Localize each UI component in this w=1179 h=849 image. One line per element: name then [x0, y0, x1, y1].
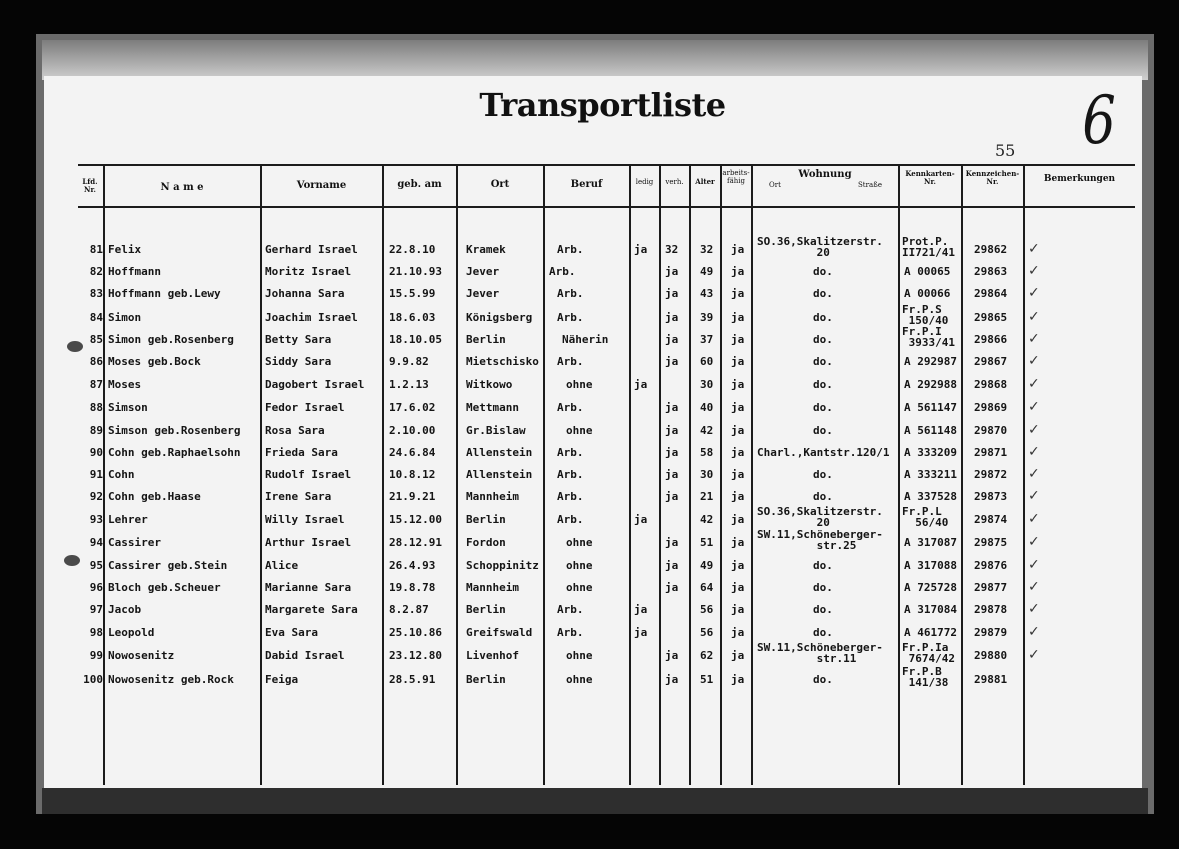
- cell-kennzeichen: 29862: [974, 243, 1008, 256]
- cell-arbeit: ja: [731, 333, 745, 346]
- cell-nr: 97: [89, 603, 103, 616]
- cell-arbeit: ja: [731, 536, 745, 549]
- cell-name: Lehrer: [108, 513, 148, 526]
- cell-kennkarte: Fr.P.S 150/40: [902, 303, 949, 327]
- header-kennkarten: Kennkarten- Nr.: [905, 169, 955, 186]
- cell-check: ✓: [1028, 534, 1040, 550]
- cell-vorname: Margarete Sara: [265, 603, 358, 616]
- header-ledig: ledig: [635, 178, 654, 186]
- cell-check: ✓: [1028, 353, 1040, 369]
- cell-geb: 18.6.03: [389, 311, 436, 324]
- cell-geb: 10.8.12: [389, 468, 436, 481]
- cell-name: Cassirer geb.Stein: [108, 559, 228, 572]
- cell-verh: ja: [665, 559, 679, 572]
- cell-arbeit: ja: [731, 243, 745, 256]
- cell-kennkarte: A 00065: [904, 265, 951, 278]
- cell-check: ✓: [1028, 557, 1040, 573]
- cell-geb: 2.10.00: [389, 424, 436, 437]
- cell-wohnung: do.: [813, 424, 833, 437]
- cell-verh: ja: [665, 446, 679, 459]
- cell-alter: 64: [700, 581, 714, 594]
- cell-wohnung: SW.11,Schöneberger- str.11: [757, 641, 883, 665]
- header-nr: Lfd. Nr.: [82, 177, 98, 194]
- cell-beruf: Arb.: [557, 311, 584, 324]
- header-vorname: Vorname: [296, 180, 347, 191]
- cell-vorname: Alice: [265, 559, 299, 572]
- cell-check: ✓: [1028, 647, 1040, 663]
- cell-name: Cassirer: [108, 536, 161, 549]
- cell-arbeit: ja: [731, 401, 745, 414]
- cell-arbeit: ja: [731, 287, 745, 300]
- cell-check: ✓: [1028, 399, 1040, 415]
- cell-name: Moses: [108, 378, 142, 391]
- header-alter: Alter: [695, 177, 715, 186]
- cell-ort: Greifswald: [466, 626, 533, 639]
- cell-wohnung: do.: [813, 626, 833, 639]
- cell-check: ✓: [1028, 285, 1040, 301]
- cell-name: Simon: [108, 311, 142, 324]
- film-frame-bottom: [42, 788, 1148, 814]
- cell-alter: 49: [700, 559, 714, 572]
- cell-alter: 60: [700, 355, 714, 368]
- cell-nr: 83: [89, 287, 103, 300]
- header-beruf: Beruf: [570, 179, 603, 190]
- cell-geb: 9.9.82: [389, 355, 429, 368]
- cell-name: Cohn geb.Haase: [108, 490, 201, 503]
- cell-kennkarte: Fr.P.I 3933/41: [902, 325, 955, 349]
- cell-kennkarte: A 561147: [904, 401, 957, 414]
- col-divider: [720, 165, 722, 785]
- cell-nr: 89: [89, 424, 103, 437]
- cell-beruf: Arb.: [557, 401, 584, 414]
- cell-verh: ja: [665, 311, 679, 324]
- cell-ort: Berlin: [466, 333, 506, 346]
- cell-beruf: ohne: [566, 649, 593, 662]
- cell-vorname: Fedor Israel: [265, 401, 345, 414]
- cell-ort: Mietschisko: [466, 355, 539, 368]
- cell-arbeit: ja: [731, 446, 745, 459]
- cell-wohnung: do.: [813, 490, 833, 503]
- cell-geb: 22.8.10: [389, 243, 436, 256]
- cell-geb: 18.10.05: [389, 333, 442, 346]
- cell-wohnung: do.: [813, 311, 833, 324]
- page-number: 55: [995, 141, 1016, 160]
- col-divider: [659, 165, 661, 785]
- cell-wohnung: do.: [813, 468, 833, 481]
- cell-arbeit: ja: [731, 355, 745, 368]
- cell-wohnung: do.: [813, 401, 833, 414]
- cell-name: Bloch geb.Scheuer: [108, 581, 221, 594]
- cell-kennzeichen: 29873: [974, 490, 1008, 503]
- cell-arbeit: ja: [731, 265, 745, 278]
- handwritten-number: 6: [1082, 82, 1116, 159]
- cell-alter: 56: [700, 626, 714, 639]
- cell-kennkarte: A 317087: [904, 536, 957, 549]
- cell-check: ✓: [1028, 309, 1040, 325]
- cell-ledig: ja: [634, 243, 648, 256]
- cell-beruf: Arb.: [557, 513, 584, 526]
- col-divider: [961, 165, 963, 785]
- cell-wohnung: do.: [813, 355, 833, 368]
- cell-kennkarte: A 337528: [904, 490, 957, 503]
- cell-geb: 23.12.80: [389, 649, 442, 662]
- cell-beruf: Arb.: [557, 490, 584, 503]
- col-divider: [898, 165, 900, 785]
- cell-verh: ja: [665, 287, 679, 300]
- cell-beruf: Arb.: [557, 603, 584, 616]
- cell-check: ✓: [1028, 376, 1040, 392]
- cell-kennkarte: Fr.P.L 56/40: [902, 505, 949, 529]
- cell-vorname: Willy Israel: [265, 513, 345, 526]
- cell-name: Simson: [108, 401, 148, 414]
- cell-wohnung: SW.11,Schöneberger- str.25: [757, 528, 883, 552]
- cell-arbeit: ja: [731, 378, 745, 391]
- cell-vorname: Rudolf Israel: [265, 468, 352, 481]
- cell-alter: 21: [700, 490, 714, 503]
- cell-vorname: Irene Sara: [265, 490, 332, 503]
- cell-beruf: Arb.: [557, 243, 584, 256]
- cell-name: Cohn geb.Raphaelsohn: [108, 446, 241, 459]
- cell-check: ✓: [1028, 241, 1040, 257]
- cell-vorname: Joachim Israel: [265, 311, 358, 324]
- cell-wohnung: do.: [813, 333, 833, 346]
- header-wohnung: Wohnung: [798, 169, 852, 180]
- cell-ort: Witkowo: [466, 378, 513, 391]
- header-bemerkungen: Bemerkungen: [1043, 174, 1116, 184]
- cell-nr: 90: [89, 446, 103, 459]
- cell-nr: 85: [89, 333, 103, 346]
- cell-wohnung: do.: [813, 581, 833, 594]
- cell-ort: Allenstein: [466, 446, 533, 459]
- cell-kennzeichen: 29865: [974, 311, 1008, 324]
- cell-alter: 51: [700, 673, 714, 686]
- cell-verh: ja: [665, 649, 679, 662]
- cell-verh: ja: [665, 355, 679, 368]
- cell-kennkarte: A 292988: [904, 378, 957, 391]
- cell-kennzeichen: 29881: [974, 673, 1008, 686]
- header-ort: Ort: [490, 179, 510, 190]
- cell-verh: ja: [665, 424, 679, 437]
- header-wohnung-ort: Ort: [769, 181, 781, 189]
- cell-verh: ja: [665, 468, 679, 481]
- cell-geb: 1.2.13: [389, 378, 429, 391]
- col-divider: [751, 165, 753, 785]
- header-kennzeichen: Kennzeichen- Nr.: [965, 169, 1020, 186]
- cell-ort: Jever: [466, 265, 500, 278]
- cell-vorname: Gerhard Israel: [265, 243, 358, 256]
- header-top-rule: [78, 164, 1135, 166]
- cell-check: ✓: [1028, 579, 1040, 595]
- cell-kennzeichen: 29868: [974, 378, 1008, 391]
- cell-kennzeichen: 29871: [974, 446, 1008, 459]
- cell-nr: 94: [89, 536, 103, 549]
- cell-beruf: ohne: [566, 424, 593, 437]
- cell-kennzeichen: 29866: [974, 333, 1008, 346]
- header-arbeit: arbeits- fähig: [722, 169, 750, 185]
- header-bottom-rule: [78, 206, 1135, 208]
- cell-verh: 32: [665, 243, 679, 256]
- cell-kennkarte: Fr.P.Ia 7674/42: [902, 641, 955, 665]
- cell-wohnung: do.: [813, 673, 833, 686]
- header-name: N a m e: [160, 182, 204, 193]
- cell-geb: 24.6.84: [389, 446, 436, 459]
- cell-nr: 81: [89, 243, 103, 256]
- cell-vorname: Dabid Israel: [265, 649, 345, 662]
- cell-name: Moses geb.Bock: [108, 355, 201, 368]
- cell-geb: 21.10.93: [389, 265, 442, 278]
- cell-name: Leopold: [108, 626, 155, 639]
- cell-beruf: Arb.: [549, 265, 576, 278]
- cell-beruf: ohne: [566, 378, 593, 391]
- cell-geb: 26.4.93: [389, 559, 436, 572]
- cell-ledig: ja: [634, 603, 648, 616]
- cell-beruf: Arb.: [557, 626, 584, 639]
- cell-nr: 99: [89, 649, 103, 662]
- cell-arbeit: ja: [731, 603, 745, 616]
- cell-name: Simson geb.Rosenberg: [108, 424, 241, 437]
- cell-ort: Kramek: [466, 243, 506, 256]
- cell-arbeit: ja: [731, 490, 745, 503]
- cell-wohnung: do.: [813, 378, 833, 391]
- cell-alter: 39: [700, 311, 714, 324]
- cell-geb: 28.12.91: [389, 536, 442, 549]
- cell-geb: 28.5.91: [389, 673, 436, 686]
- cell-verh: ja: [665, 265, 679, 278]
- cell-alter: 51: [700, 536, 714, 549]
- cell-kennkarte: A 00066: [904, 287, 951, 300]
- cell-wohnung: do.: [813, 265, 833, 278]
- cell-kennkarte: A 461772: [904, 626, 957, 639]
- cell-arbeit: ja: [731, 468, 745, 481]
- cell-nr: 92: [89, 490, 103, 503]
- cell-kennkarte: Fr.P.B 141/38: [902, 665, 949, 689]
- cell-name: Felix: [108, 243, 142, 256]
- cell-name: Simon geb.Rosenberg: [108, 333, 234, 346]
- cell-kennzeichen: 29872: [974, 468, 1008, 481]
- cell-kennzeichen: 29875: [974, 536, 1008, 549]
- cell-nr: 87: [89, 378, 103, 391]
- cell-beruf: ohne: [566, 559, 593, 572]
- cell-verh: ja: [665, 333, 679, 346]
- cell-beruf: ohne: [566, 581, 593, 594]
- cell-arbeit: ja: [731, 581, 745, 594]
- col-divider: [543, 165, 545, 785]
- cell-kennkarte: A 333211: [904, 468, 957, 481]
- cell-beruf: Näherin: [562, 333, 609, 346]
- cell-vorname: Arthur Israel: [265, 536, 352, 549]
- cell-arbeit: ja: [731, 424, 745, 437]
- cell-check: ✓: [1028, 331, 1040, 347]
- cell-kennzeichen: 29874: [974, 513, 1008, 526]
- cell-ort: Fordon: [466, 536, 506, 549]
- cell-ort: Berlin: [466, 603, 506, 616]
- cell-alter: 58: [700, 446, 714, 459]
- cell-ledig: ja: [634, 626, 648, 639]
- cell-verh: ja: [665, 401, 679, 414]
- cell-geb: 15.12.00: [389, 513, 442, 526]
- cell-alter: 43: [700, 287, 714, 300]
- cell-ort: Königsberg: [466, 311, 533, 324]
- cell-beruf: ohne: [566, 673, 593, 686]
- cell-alter: 30: [700, 378, 714, 391]
- cell-vorname: Dagobert Israel: [265, 378, 365, 391]
- cell-vorname: Johanna Sara: [265, 287, 345, 300]
- cell-kennzeichen: 29869: [974, 401, 1008, 414]
- cell-alter: 32: [700, 243, 714, 256]
- header-wohnung-strasse: Straße: [858, 181, 882, 189]
- cell-ort: Schoppinitz: [466, 559, 539, 572]
- cell-vorname: Frieda Sara: [265, 446, 338, 459]
- cell-kennkarte: A 292987: [904, 355, 957, 368]
- cell-ort: Mettmann: [466, 401, 519, 414]
- cell-vorname: Betty Sara: [265, 333, 332, 346]
- cell-alter: 62: [700, 649, 714, 662]
- cell-alter: 49: [700, 265, 714, 278]
- cell-beruf: Arb.: [557, 287, 584, 300]
- cell-check: ✓: [1028, 624, 1040, 640]
- cell-verh: ja: [665, 536, 679, 549]
- cell-ort: Jever: [466, 287, 500, 300]
- cell-nr: 93: [89, 513, 103, 526]
- cell-kennzeichen: 29876: [974, 559, 1008, 572]
- cell-vorname: Rosa Sara: [265, 424, 325, 437]
- cell-geb: 19.8.78: [389, 581, 436, 594]
- cell-vorname: Siddy Sara: [265, 355, 332, 368]
- cell-alter: 37: [700, 333, 714, 346]
- cell-check: ✓: [1028, 466, 1040, 482]
- col-divider: [382, 165, 384, 785]
- cell-wohnung: do.: [813, 603, 833, 616]
- col-divider: [689, 165, 691, 785]
- cell-ort: Mannheim: [466, 490, 519, 503]
- cell-arbeit: ja: [731, 513, 745, 526]
- cell-kennkarte: A 317084: [904, 603, 957, 616]
- cell-check: ✓: [1028, 444, 1040, 460]
- page-title: Transportliste: [479, 86, 726, 124]
- cell-ort: Berlin: [466, 673, 506, 686]
- col-divider: [103, 165, 105, 785]
- cell-ort: Gr.Bislaw: [466, 424, 526, 437]
- cell-beruf: Arb.: [557, 446, 584, 459]
- cell-alter: 30: [700, 468, 714, 481]
- cell-verh: ja: [665, 490, 679, 503]
- cell-kennkarte: A 317088: [904, 559, 957, 572]
- cell-nr: 86: [89, 355, 103, 368]
- cell-kennkarte: A 333209: [904, 446, 957, 459]
- cell-check: ✓: [1028, 422, 1040, 438]
- cell-nr: 100: [83, 673, 103, 686]
- col-divider: [1023, 165, 1025, 785]
- cell-wohnung: SO.36,Skalitzerstr. 20: [757, 235, 883, 259]
- cell-beruf: Arb.: [557, 355, 584, 368]
- cell-ledig: ja: [634, 378, 648, 391]
- cell-wohnung: SO.36,Skalitzerstr. 20: [757, 505, 883, 529]
- cell-kennzeichen: 29863: [974, 265, 1008, 278]
- col-divider: [260, 165, 262, 785]
- col-divider: [456, 165, 458, 785]
- cell-nr: 84: [89, 311, 103, 324]
- cell-arbeit: ja: [731, 311, 745, 324]
- cell-nr: 88: [89, 401, 103, 414]
- cell-nr: 98: [89, 626, 103, 639]
- cell-geb: 15.5.99: [389, 287, 436, 300]
- cell-ledig: ja: [634, 513, 648, 526]
- cell-verh: ja: [665, 581, 679, 594]
- cell-nr: 91: [89, 468, 103, 481]
- cell-vorname: Marianne Sara: [265, 581, 352, 594]
- cell-name: Nowosenitz: [108, 649, 175, 662]
- cell-alter: 40: [700, 401, 714, 414]
- cell-wohnung: do.: [813, 287, 833, 300]
- cell-check: ✓: [1028, 488, 1040, 504]
- cell-ort: Mannheim: [466, 581, 519, 594]
- cell-arbeit: ja: [731, 559, 745, 572]
- cell-ort: Livenhof: [466, 649, 519, 662]
- cell-geb: 8.2.87: [389, 603, 429, 616]
- cell-alter: 42: [700, 513, 714, 526]
- col-divider: [629, 165, 631, 785]
- cell-nr: 95: [89, 559, 103, 572]
- cell-kennzeichen: 29867: [974, 355, 1008, 368]
- cell-geb: 17.6.02: [389, 401, 436, 414]
- header-verh: verh.: [665, 178, 684, 186]
- film-frame-top: [42, 40, 1148, 80]
- cell-wohnung: do.: [813, 559, 833, 572]
- cell-kennkarte: Prot.P. II721/41: [902, 235, 955, 259]
- cell-kennkarte: A 561148: [904, 424, 957, 437]
- cell-name: Nowosenitz geb.Rock: [108, 673, 234, 686]
- cell-check: ✓: [1028, 601, 1040, 617]
- cell-kennzeichen: 29880: [974, 649, 1008, 662]
- cell-check: ✓: [1028, 511, 1040, 527]
- cell-check: ✓: [1028, 263, 1040, 279]
- cell-geb: 21.9.21: [389, 490, 436, 503]
- cell-alter: 42: [700, 424, 714, 437]
- cell-beruf: ohne: [566, 536, 593, 549]
- cell-nr: 82: [89, 265, 103, 278]
- cell-kennzeichen: 29878: [974, 603, 1008, 616]
- cell-verh: ja: [665, 673, 679, 686]
- cell-wohnung: Charl.,Kantstr.120/1: [757, 446, 890, 459]
- cell-name: Hoffmann geb.Lewy: [108, 287, 221, 300]
- cell-kennzeichen: 29879: [974, 626, 1008, 639]
- cell-alter: 56: [700, 603, 714, 616]
- cell-name: Cohn: [108, 468, 135, 481]
- cell-arbeit: ja: [731, 673, 745, 686]
- cell-vorname: Eva Sara: [265, 626, 318, 639]
- cell-beruf: Arb.: [557, 468, 584, 481]
- cell-vorname: Moritz Israel: [265, 265, 352, 278]
- cell-kennkarte: A 725728: [904, 581, 957, 594]
- cell-vorname: Feiga: [265, 673, 299, 686]
- cell-name: Jacob: [108, 603, 142, 616]
- cell-nr: 96: [89, 581, 103, 594]
- cell-kennzeichen: 29870: [974, 424, 1008, 437]
- cell-ort: Berlin: [466, 513, 506, 526]
- cell-kennzeichen: 29877: [974, 581, 1008, 594]
- cell-kennzeichen: 29864: [974, 287, 1008, 300]
- cell-arbeit: ja: [731, 649, 745, 662]
- cell-ort: Allenstein: [466, 468, 533, 481]
- header-geb: geb. am: [397, 179, 442, 190]
- cell-arbeit: ja: [731, 626, 745, 639]
- cell-geb: 25.10.86: [389, 626, 442, 639]
- cell-name: Hoffmann: [108, 265, 161, 278]
